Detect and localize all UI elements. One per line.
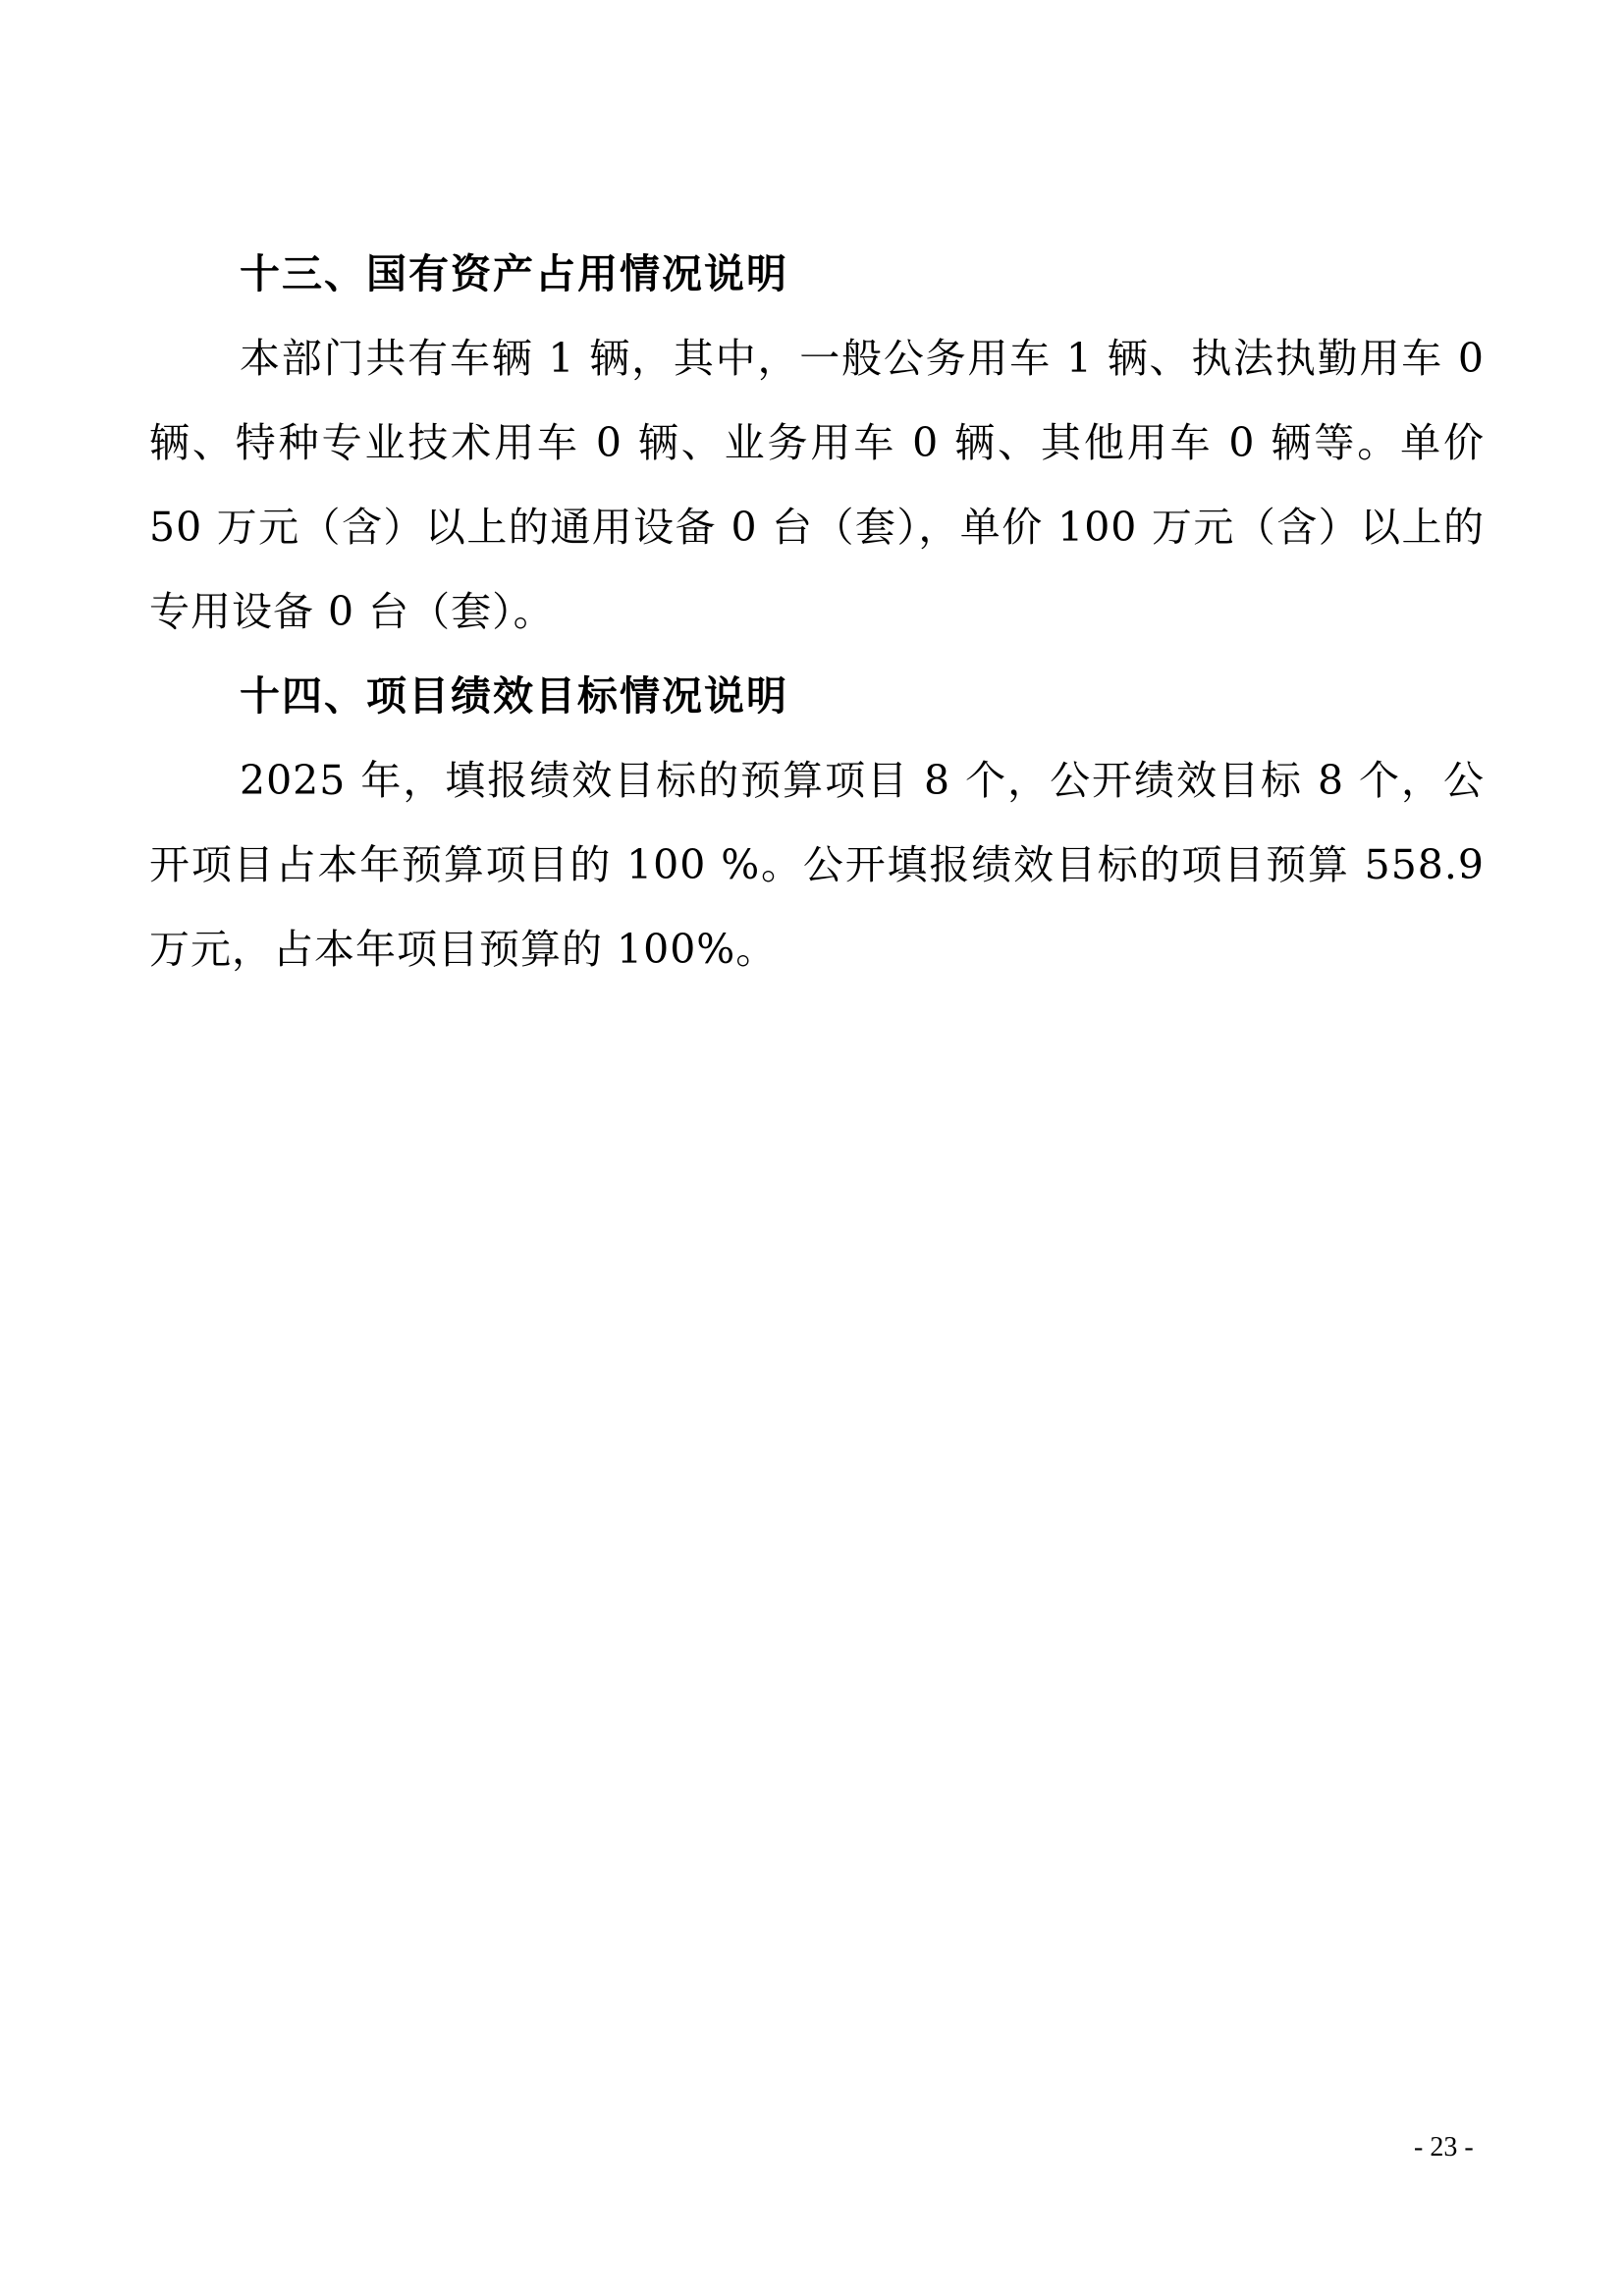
paragraph-state-assets: 本部门共有车辆 1 辆，其中，一般公务用车 1 辆、执法执勤用车 0 辆、特种专业技术用车 0 辆、业务用车 0 辆、其他用车 0 辆等。单价 50 万元（含）以上的通用设备 0 台（套），单价 100 万元（含）以上的专用设备 0 台（套）。 [149,335,1485,635]
document-body [149,232,1485,991]
section-heading-performance-goals: 十四、项目绩效目标情况说明 [240,672,788,720]
paragraph-performance-goals: 2025 年，填报绩效目标的预算项目 8 个，公开绩效目标 8 个，公开项目占本年预算项目的 100 %。公开填报绩效目标的项目预算 558.9 万元，占本年项目预算的 100%。 [149,757,1485,973]
page-number: - 23 - [1414,2132,1474,2163]
section-heading-state-assets: 十三、国有资产占用情况说明 [240,250,788,297]
